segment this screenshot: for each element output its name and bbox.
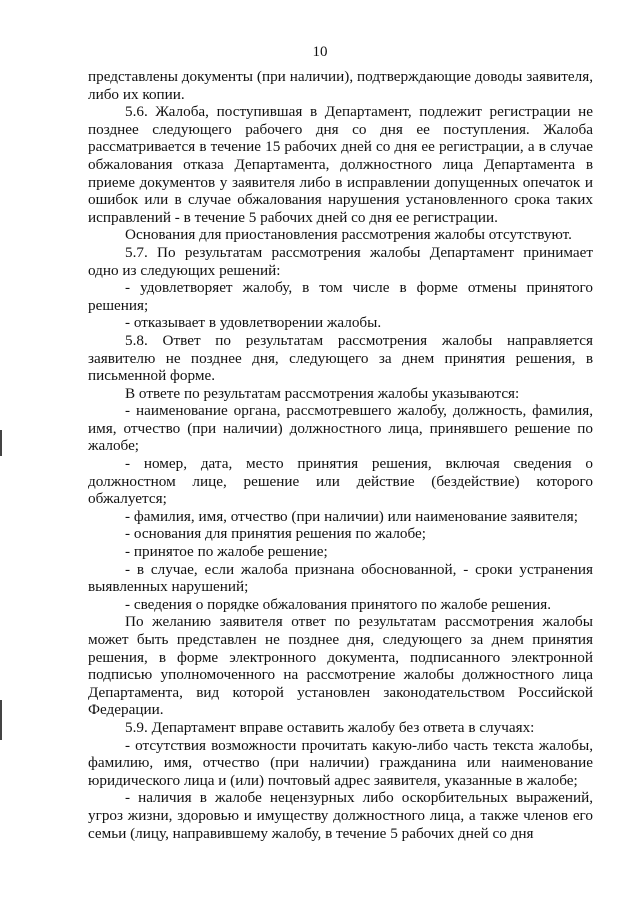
scan-edge-mark [0, 700, 2, 740]
list-item: - наименование органа, рассмотревшего жалобу, должность, фамилия, имя, отчество (при наличии) должностного лица, принявшего решение по жалобе; [88, 402, 593, 455]
list-item: - удовлетворяет жалобу, в том числе в форме отмены принятого решения; [88, 279, 593, 314]
scan-edge-mark [0, 430, 2, 456]
paragraph: 5.8. Ответ по результатам рассмотрения жалобы направляется заявителю не позднее дня, следующего за днем принятия решения, в письменной форме. [88, 331, 593, 385]
list-item: - сведения о порядке обжалования принятого по жалобе решения. [125, 595, 552, 613]
list-item: - фамилия, имя, отчество (при наличии) или наименование заявителя; [125, 507, 578, 525]
list-item: - номер, дата, место принятия решения, включая сведения о должностном лице, решение или действие (бездействие) которого обжалуется; [88, 455, 593, 508]
paragraph: 5.6. Жалоба, поступившая в Департамент, подлежит регистрации не позднее следующего рабочего дня со дня ее поступления. Жалоба рассматривается в течение 15 рабочих дней со дня ее регистрации, а в случае обжалования отказа Департамента, должностного лица Департамента в приеме документов у заявителя либо в исправлении допущенных опечаток и ошибок или в случае обжалования нарушения установленного срока таких исправлений - в течение 5 рабочих дней со дня ее регистрации. [88, 103, 593, 226]
list-item: - основания для принятия решения по жалобе; [125, 525, 426, 543]
paragraph: Основания для приостановления рассмотрения жалобы отсутствуют. [125, 226, 572, 244]
paragraph: представлены документы (при наличии), подтверждающие доводы заявителя, либо их копии. [88, 68, 593, 103]
paragraph: 5.7. По результатам рассмотрения жалобы Департамент принимает одно из следующих решений: [88, 243, 593, 279]
paragraph: По желанию заявителя ответ по результатам рассмотрения жалобы может быть представлен не позднее дня, следующего за днем принятия решения, в форме электронного документа, подписанного электронной подписью уполномоченного на рассмотрение жалобы должностного лица Департамента, вид которой установлен законодательством Российской Федерации. [88, 613, 593, 719]
page-number: 10 [312, 44, 328, 60]
list-item: - принятое по жалобе решение; [125, 543, 328, 561]
paragraph: 5.9. Департамент вправе оставить жалобу без ответа в случаях: [125, 718, 535, 736]
list-item: - наличия в жалобе нецензурных либо оскорбительных выражений, угроз жизни, здоровью и имуществу должностного лица, а также членов его семьи (лицу, направившему жалобу, в течение 5 рабочих дней со дня [88, 789, 593, 842]
document-body [88, 68, 593, 842]
list-item: - отказывает в удовлетворении жалобы. [125, 314, 382, 332]
list-item: - в случае, если жалоба признана обоснованной, - сроки устранения выявленных нарушений; [88, 560, 593, 596]
list-item: - отсутствия возможности прочитать какую-либо часть текста жалобы, фамилию, имя, отчество (при наличии) гражданина или наименование юридического лица и (или) почтовый адрес заявителя, указанные в жалобе; [88, 736, 593, 789]
paragraph: В ответе по результатам рассмотрения жалобы указываются: [125, 384, 520, 402]
